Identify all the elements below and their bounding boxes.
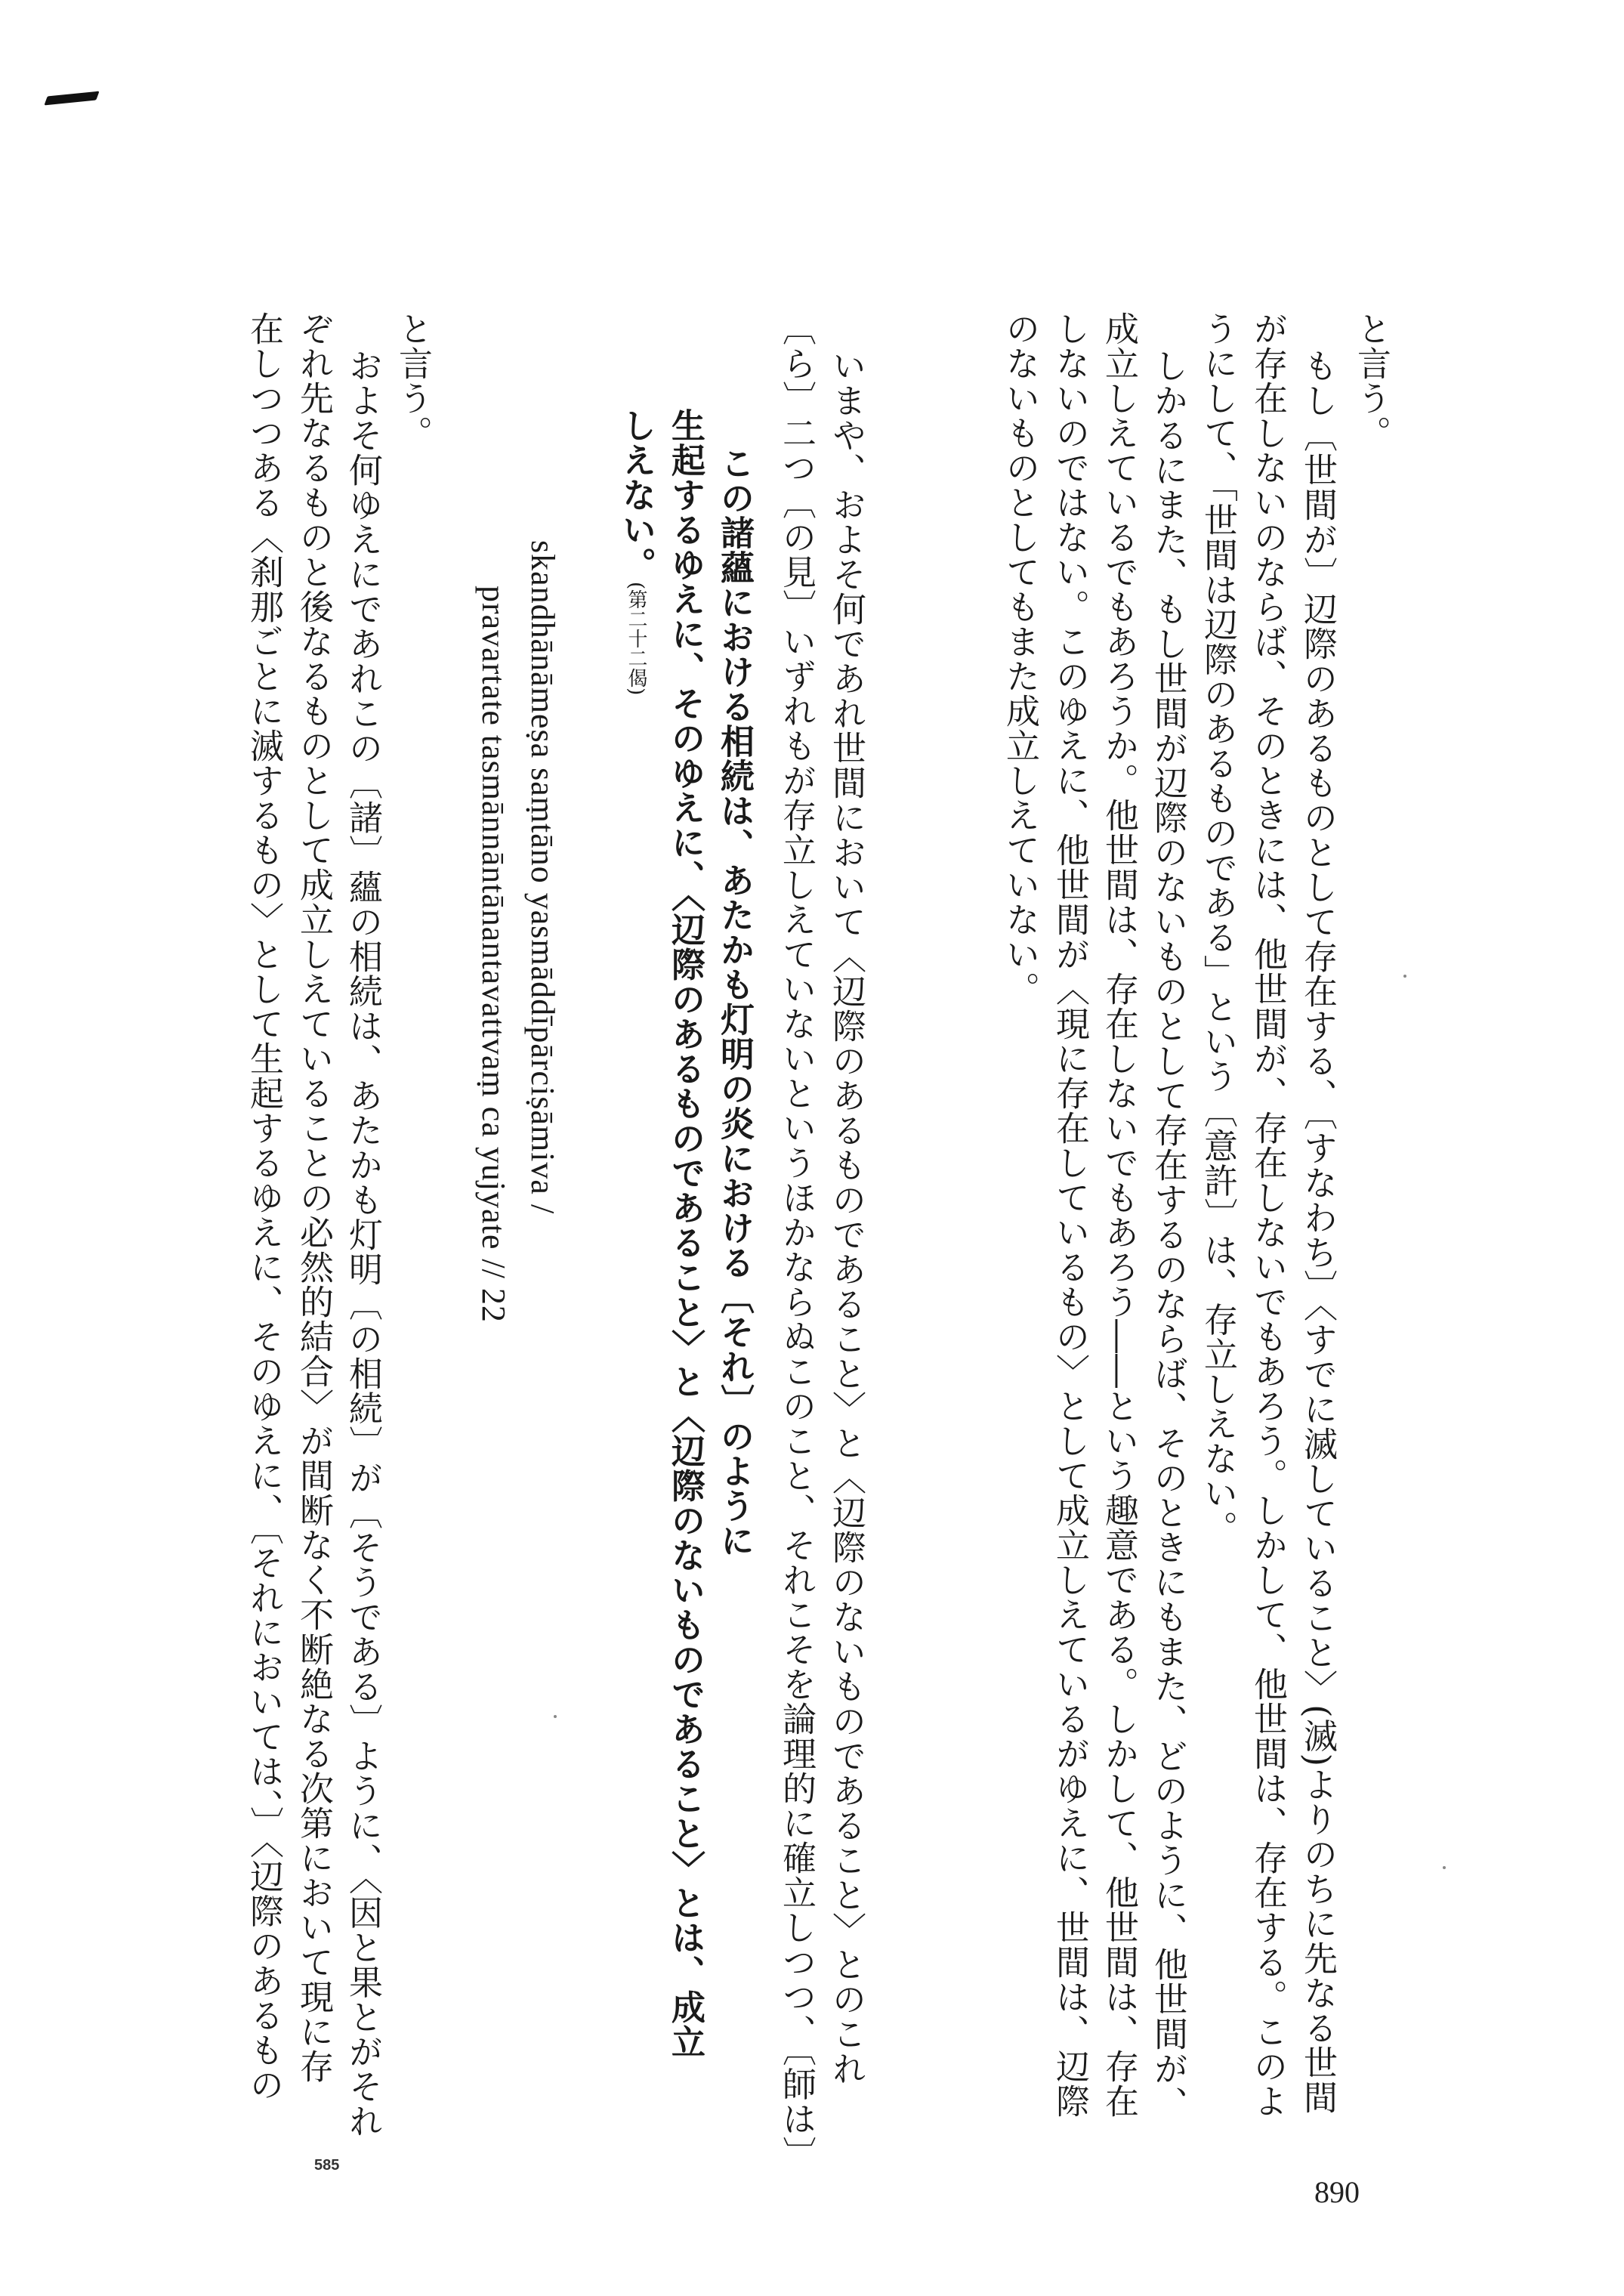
text-column: が存在しないのならば、そのときには、他世間が、存在しないでもあろう。しかして、他世間は、存在する。このよ: [1248, 311, 1288, 2118]
margin-number: 585: [314, 2157, 340, 2174]
verse-translation-line: 生起するゆえに、そのゆえに、〈辺際のあるものであること〉と〈辺際のないものであること〉とは、成立: [665, 408, 705, 2060]
text-column: しないのではない。このゆえに、他世間が〈現に存在しているもの〉として成立しえているがゆえに、世間は、辺際: [1050, 311, 1090, 2118]
text-column: うにして、「世間は辺際のあるものである」という〔意許〕は、存立しえない。: [1198, 311, 1238, 1546]
scan-speck: [1403, 975, 1406, 978]
scan-mark: [44, 91, 99, 106]
text-column: 成立しえているでもあろうか。他世間は、存在しないでもあろう――という趣意である。しかして、他世間は、存在: [1099, 311, 1139, 2118]
sanskrit-verse-line-1: skandhānāmeṣa saṃtāno yasmāddīpārciṣāmiva /: [524, 540, 561, 1215]
verse-translation-line: この諸蘊における相続は、あたかも灯明の炎における〔それ〕のように: [715, 446, 755, 1558]
scan-speck: [554, 1715, 557, 1718]
text-column: およそ何ゆえにであれこの〔諸〕蘊の相続は、あたかも灯明〔の相続〕が〔そうである〕ように、〈因と果とがそれ: [343, 348, 383, 2139]
text-column: しかるにまた、もし世間が辺際のないものとして存在するのならば、そのときにもまた、どのように、他世間が、: [1148, 348, 1188, 2121]
text-column: 〔ら〕二つ〔の見〕いずれもが存立しえていないというほかならぬこのこと、それこそを論理的に確立しつつ、〔師は〕: [776, 311, 817, 2171]
text-column: もし〔世間が〕辺際のあるものとして存在する、〔すなわち〕〈すでに滅していること〉(滅)よりのちに先なる世間: [1298, 348, 1338, 2115]
text-column: と言う。: [1351, 311, 1391, 450]
text-column: のないものとしてもまた成立しえていない。: [1000, 311, 1040, 1006]
verse-translation-line: [616, 408, 656, 696]
text-column: 在しつつある〈刹那ごとに滅するもの〉として生起するゆえに、そのゆえに、〔それにおいては、〕〈辺際のあるもの: [244, 311, 284, 2103]
text-column: と言う。: [393, 311, 433, 450]
verse-translation-end: しえない。: [616, 408, 656, 582]
verse-number-note: (第二十二偈): [625, 582, 647, 696]
page-number: 890: [1314, 2175, 1360, 2209]
text-column: ぞれ先なるものと後なるものとして成立しえていることの必然的結合〉が間断なく不断絶なる次第において現に存: [294, 311, 334, 2084]
scan-speck: [1443, 1866, 1446, 1869]
sanskrit-verse-line-2: pravartate tasmānnāntānantavattvaṃ ca yujyate // 22: [475, 586, 512, 1323]
text-column: いまや、およそ何であれ世間において〈辺際のあるものであること〉と〈辺際のないものであること〉とのこれ: [826, 348, 866, 2086]
